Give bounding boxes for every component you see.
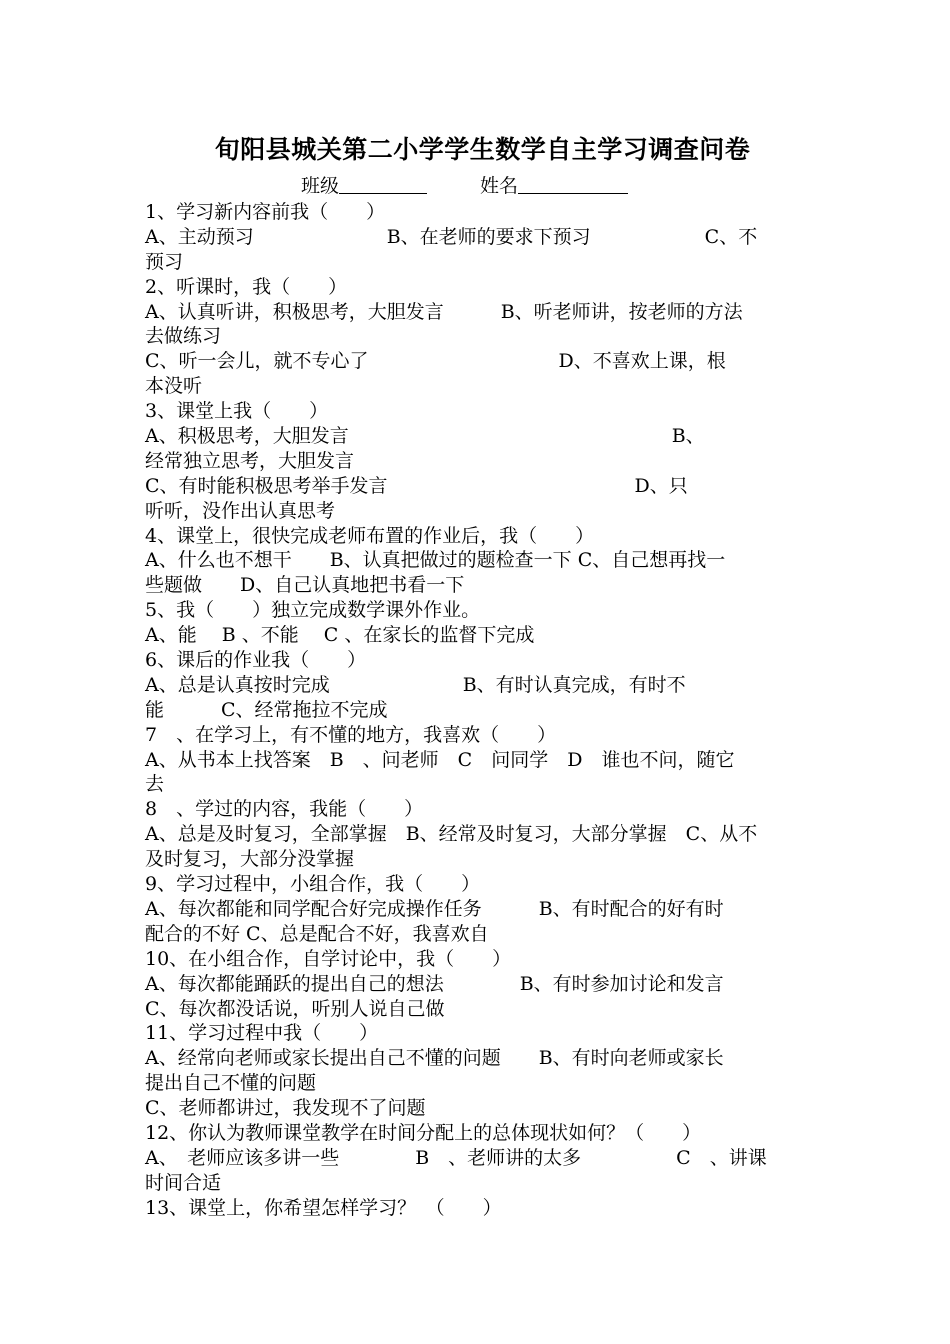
text-line: A、认真听讲，积极思考，大胆发言 B、听老师讲，按老师的方法	[145, 300, 743, 323]
text-line: 1、学习新内容前我（ ）	[145, 201, 386, 223]
text-line: A、主动预习 B、在老师的要求下预习 C、不	[145, 225, 758, 248]
text-line: 预习	[145, 250, 184, 273]
text-line: 提出自己不懂的问题	[145, 1072, 317, 1095]
text-line: 10、在小组合作，自学讨论中，我（ ）	[145, 947, 512, 970]
name-blank[interactable]	[518, 173, 628, 194]
text-line: 去	[145, 773, 165, 796]
text-line: 12、你认为教师课堂教学在时间分配上的总体现状如何？（ ）	[145, 1121, 702, 1144]
text-line: A、每次都能和同学配合好完成操作任务 B、有时配合的好有时	[145, 897, 724, 920]
text-line: A、什么也不想干 B、认真把做过的题检查一下 C、自己想再找一	[145, 549, 726, 572]
question-list	[145, 200, 810, 1221]
text-line: 配合的不好 C、总是配合不好，我喜欢自	[145, 922, 489, 945]
text-line: 6、课后的作业我（ ）	[145, 649, 367, 672]
text-line: 7 、在学习上，有不懂的地方，我喜欢（ ）	[145, 723, 557, 746]
text-line: 5、我（ ）独立完成数学课外作业。	[145, 599, 481, 622]
text-line: A、总是及时复习，全部掌握 B、经常及时复习，大部分掌握 C、从不	[145, 823, 758, 846]
text-line: 8 、学过的内容，我能（ ）	[145, 798, 424, 821]
class-blank[interactable]	[339, 173, 427, 194]
text-line: 能 C、经常拖拉不完成	[145, 698, 388, 721]
text-line: 4、课堂上，很快完成老师布置的作业后，我（ ）	[145, 524, 595, 547]
text-line: 9、学习过程中，小组合作，我（ ）	[145, 873, 481, 896]
text-line: A、能 B 、不能 C 、在家长的监督下完成	[145, 624, 535, 647]
text-line: C、每次都没话说，听别人说自己做	[145, 997, 445, 1020]
text-line: 些题做 D、自己认真地把书看一下	[145, 574, 465, 597]
text-line: 及时复习，大部分没掌握	[145, 848, 355, 871]
text-line: 3、课堂上我（ ）	[145, 400, 329, 423]
text-line: A、积极思考，大胆发言 B、	[145, 425, 705, 448]
text-line: C、听一会儿，就不专心了 D、不喜欢上课，根	[145, 350, 726, 373]
text-line: 13、课堂上，你希望怎样学习？ （ ）	[145, 1196, 502, 1219]
text-line: 本没听	[145, 375, 203, 398]
page-title: 旬阳县城关第二小学学生数学自主学习调查问卷	[214, 135, 751, 164]
name-label: 姓名	[480, 175, 519, 197]
text-line: 听听，没作出认真思考	[145, 499, 336, 522]
class-field	[301, 172, 427, 200]
text-line: 2、听课时，我（ ）	[145, 275, 348, 298]
text-line: A、总是认真按时完成 B、有时认真完成，有时不	[145, 673, 686, 696]
class-label: 班级	[301, 175, 340, 197]
text-line: 经常独立思考，大胆发言	[145, 449, 355, 472]
text-line: A、 老师应该多讲一些 B 、老师讲的太多 C 、讲课	[145, 1146, 767, 1169]
text-line: A、从书本上找答案 B 、问老师 C 问同学 D 谁也不问，随它	[145, 748, 735, 771]
text-line: 时间合适	[145, 1171, 222, 1194]
text-line: 去做练习	[145, 325, 222, 348]
text-line: A、每次都能踊跃的提出自己的想法 B、有时参加讨论和发言	[145, 972, 724, 995]
text-line: C、老师都讲过，我发现不了问题	[145, 1097, 426, 1120]
text-line: 11、学习过程中我（ ）	[145, 1022, 379, 1045]
survey-page	[145, 128, 810, 1221]
text-line: A、经常向老师或家长提出自己不懂的问题 B、有时向老师或家长	[145, 1047, 724, 1070]
text-line: C、有时能积极思考举手发言 D、只	[145, 474, 688, 497]
student-info-row	[145, 172, 810, 200]
name-field	[480, 172, 628, 200]
